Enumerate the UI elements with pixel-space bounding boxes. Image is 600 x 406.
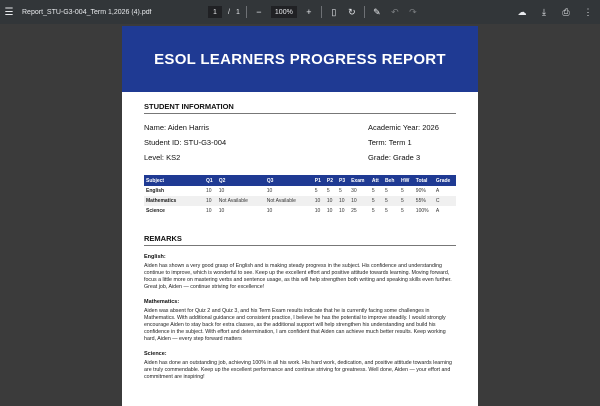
divider <box>246 6 247 18</box>
plus-icon[interactable]: + <box>306 7 312 17</box>
header-cell: P1 <box>313 175 325 186</box>
table-cell: Mathematics <box>144 196 204 206</box>
pen-icon[interactable]: ✎ <box>373 6 381 17</box>
minus-icon[interactable]: − <box>256 7 262 17</box>
student-info <box>144 123 456 162</box>
header-cell: Beh <box>383 175 399 186</box>
table-cell: 10 <box>349 196 370 206</box>
table-cell: 5 <box>326 188 330 194</box>
academic-year: Academic Year: 2026 <box>368 123 439 132</box>
page-controls <box>208 0 419 24</box>
table-cell: 5 <box>371 188 375 194</box>
page-total: 1 <box>235 8 240 16</box>
right-toolbar <box>516 0 594 24</box>
table-cell: Not Available <box>217 196 265 206</box>
pdf-canvas[interactable] <box>0 24 600 400</box>
table-cell: English <box>146 188 165 194</box>
table-cell: 5 <box>401 208 404 214</box>
table-row <box>144 196 456 206</box>
table-cell: 5 <box>338 188 342 194</box>
table-cell: 100% <box>415 208 429 214</box>
header-cell: Q3 <box>265 175 313 186</box>
fit-page-icon[interactable]: ▯ <box>331 6 337 17</box>
remark-subject-mathematics: Mathematics: <box>144 299 180 305</box>
header-cell: Q2 <box>217 175 265 186</box>
download-icon[interactable]: ⤓ <box>542 6 546 17</box>
report-title: ESOL LEARNERS PROGRESS REPORT <box>122 26 478 92</box>
table-cell: 25 <box>351 208 357 214</box>
table-header-row <box>144 175 456 186</box>
zoom-input[interactable]: 100% <box>271 6 297 18</box>
header-cell: HW <box>399 175 414 186</box>
pdf-page <box>122 26 478 406</box>
remarks-section <box>144 234 456 381</box>
student-id: Student ID: STU-G3-004 <box>144 138 227 147</box>
remark-subject-science: Science: <box>144 351 167 357</box>
table-cell: A <box>435 188 440 194</box>
undo-icon[interactable]: ↶ <box>391 6 399 17</box>
table-cell: 10 <box>206 188 212 194</box>
header-cell: P3 <box>337 175 349 186</box>
table-row <box>144 186 456 196</box>
student-info-heading: STUDENT INFORMATION <box>144 102 456 114</box>
redo-icon[interactable]: ↷ <box>409 6 417 17</box>
header-cell: Subject <box>144 175 204 186</box>
table-cell: 5 <box>384 208 388 214</box>
header-cell: P2 <box>325 175 337 186</box>
table-cell: 10 <box>338 208 345 214</box>
grade: Grade: Grade 3 <box>368 153 421 162</box>
table-cell: 10 <box>337 196 349 206</box>
print-icon[interactable]: ⎙ <box>562 6 570 17</box>
table-cell: 10 <box>325 196 337 206</box>
level: Level: KS2 <box>144 153 181 162</box>
header-cell: Exam <box>349 175 370 186</box>
divider <box>364 6 365 18</box>
grades-table <box>144 175 456 216</box>
more-icon[interactable]: ⋮ <box>583 6 593 17</box>
table-cell: C <box>434 196 456 206</box>
remark-text-science: Aiden has done an outstanding job, achieving 100% in all his work. His hard work, dedication, and positive attitude towards learning are truly commendable. Keep up the excellent performance and continue striving for greatness. Well done, Aiden — your effort and commitment are inspiring! <box>144 360 452 380</box>
table-cell: 10 <box>218 188 225 194</box>
table-cell: Science <box>146 208 165 214</box>
table-cell: 5 <box>399 196 414 206</box>
table-cell: Not Available <box>265 196 313 206</box>
term: Term: Term 1 <box>368 138 412 147</box>
table-cell: 55% <box>414 196 434 206</box>
header-cell: Total <box>414 175 434 186</box>
table-cell: 10 <box>266 188 273 194</box>
table-row <box>144 206 456 216</box>
table-cell: 30 <box>351 188 357 194</box>
table-cell: 10 <box>326 208 333 214</box>
table-cell: 5 <box>383 196 399 206</box>
table-cell: 5 <box>371 208 375 214</box>
table-cell: 5 <box>314 188 318 194</box>
table-cell: A <box>435 208 440 214</box>
document-title: Report_STU-G3-004_Term 1,2026 (4).pdf <box>22 8 152 16</box>
page-separator: / <box>228 8 230 16</box>
remark-subject-english: English: <box>144 254 166 260</box>
header-cell: Grade <box>434 175 456 186</box>
pdf-toolbar <box>0 0 600 24</box>
table-cell: 10 <box>314 208 321 214</box>
table-cell: 10 <box>313 196 325 206</box>
table-cell: 10 <box>206 208 212 214</box>
table-cell: 10 <box>204 196 217 206</box>
rotate-icon[interactable]: ↻ <box>348 6 356 17</box>
drive-icon[interactable]: ☁ <box>517 6 527 17</box>
remark-text-mathematics: Aiden was absent for Quiz 2 and Quiz 3, and his Term Exam results indicate that he is currently facing some challenges in Mathematics. With additional guidance and consistent practice, I believe he has the potential to improve steadily. I would strongly encourage Aiden to stay back for extra classes, as the additional support will help strengthen his understanding and build his confidence in the subject. With effort and determination, I am confident that Aiden can achieve much better results. Keep working hard, Aiden — every step forward matters <box>144 308 446 342</box>
student-name: Name: Aiden Harris <box>144 123 210 132</box>
table-cell: 5 <box>401 188 404 194</box>
table-cell: 10 <box>218 208 225 214</box>
table-cell: 5 <box>370 196 383 206</box>
table-cell: 10 <box>266 208 273 214</box>
menu-icon[interactable]: ☰ <box>4 6 14 18</box>
header-cell: Q1 <box>204 175 217 186</box>
remarks-heading: REMARKS <box>144 234 456 246</box>
divider <box>321 6 322 18</box>
page-number-input[interactable]: 1 <box>208 6 222 18</box>
table-cell: 90% <box>415 188 426 194</box>
remark-text-english: Aiden has shown a very good grasp of English and is making steady progress in the subject. His confidence and understanding continue to improve, which is wonderful to see. Keep up the excellent effort and positive attitude towards learning. Moving forward, focus a little more on mastering verbs and sentence usage, as this will help strengthen both writing and speaking skills even further. Great job, Aiden — continue striving for excellence! <box>144 263 452 290</box>
table-cell: 5 <box>384 188 388 194</box>
header-cell: Att <box>370 175 383 186</box>
